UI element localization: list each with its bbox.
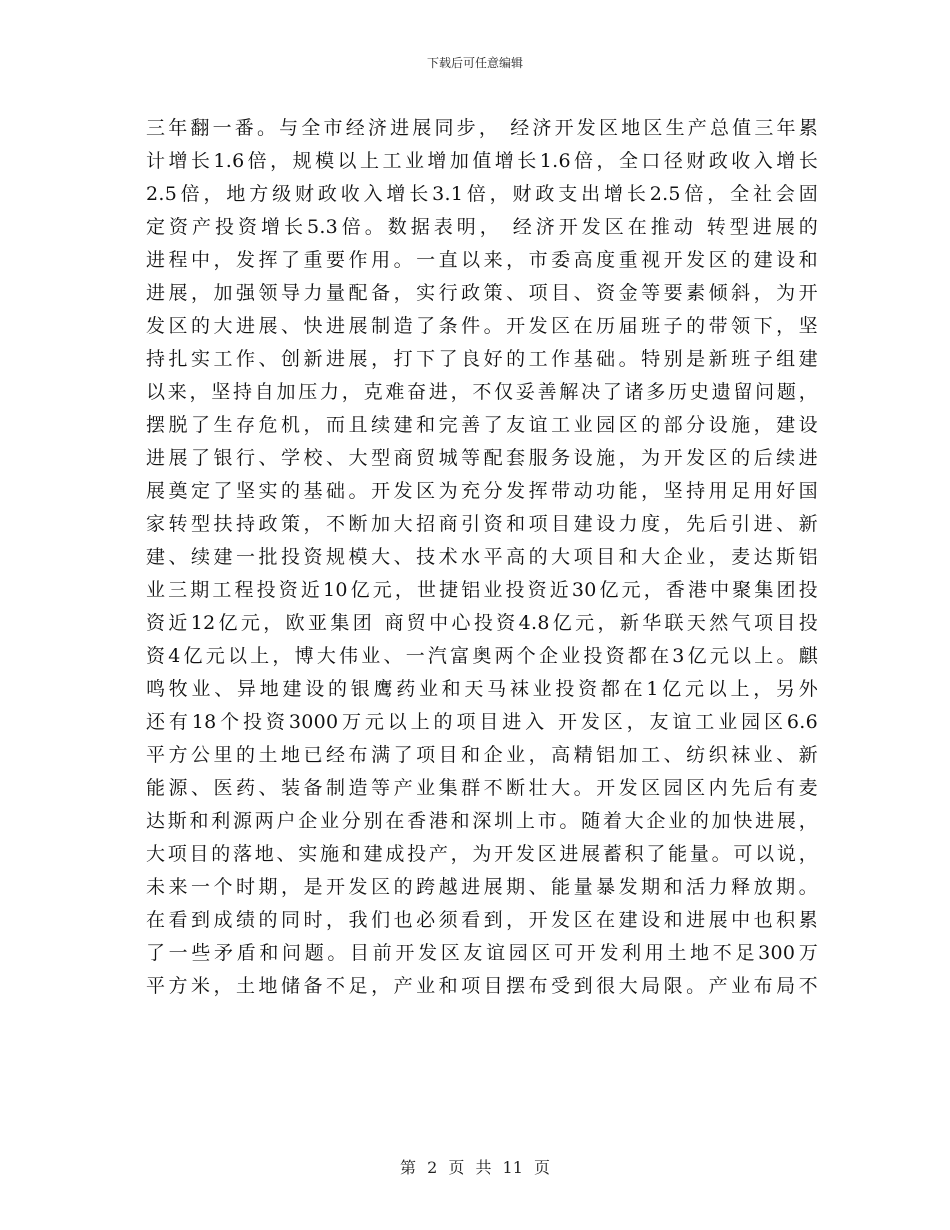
text-line: 发区的大进展、快进展制造了条件。开发区在历届班子的带领下，坚 bbox=[146, 315, 818, 337]
text-line: 定资产投资增长5.3倍。数据表明， 经济开发区在推动 转型进展的 bbox=[146, 216, 818, 238]
text-line: 三年翻一番。与全市经济进展同步， 经济开发区地区生产总值三年累 bbox=[146, 117, 818, 139]
text-line: 展奠定了坚实的基础。开发区为充分发挥带动功能，坚持用足用好国 bbox=[146, 480, 818, 502]
body-text bbox=[146, 112, 818, 1003]
page-header: 下载后可任意编辑 bbox=[426, 56, 523, 70]
text-line: 计增长1.6倍，规模以上工业增加值增长1.6倍，全口径财政收入增长 bbox=[146, 150, 818, 172]
text-line: 以来，坚持自加压力，克难奋进，不仅妥善解决了诸多历史遗留问题， bbox=[146, 381, 818, 403]
text-line: 资近12亿元，欧亚集团 商贸中心投资4.8亿元，新华联天然气项目投 bbox=[146, 612, 818, 634]
text-line: 平方公里的土地已经布满了项目和企业，高精铝加工、纺织袜业、新 bbox=[146, 744, 818, 766]
text-line: 平方米，土地储备不足，产业和项目摆布受到很大局限。产业布局不 bbox=[146, 975, 818, 997]
text-line: 能源、医药、装备制造等产业集群不断壮大。开发区园区内先后有麦 bbox=[146, 777, 818, 799]
text-line: 2.5倍，地方级财政收入增长3.1倍，财政支出增长2.5倍，全社会固 bbox=[146, 183, 818, 205]
text-line: 家转型扶持政策，不断加大招商引资和项目建设力度，先后引进、新 bbox=[146, 513, 818, 535]
text-line: 了一些矛盾和问题。目前开发区友谊园区可开发利用土地不足300万 bbox=[146, 942, 818, 964]
text-line: 进程中，发挥了重要作用。一直以来，市委高度重视开发区的建设和 bbox=[146, 249, 818, 271]
text-line: 持扎实工作、创新进展，打下了良好的工作基础。特别是新班子组建 bbox=[146, 348, 818, 370]
text-line: 业三期工程投资近10亿元，世捷铝业投资近30亿元，香港中聚集团投 bbox=[146, 579, 818, 601]
text-line: 摆脱了生存危机，而且续建和完善了友谊工业园区的部分设施，建设 bbox=[146, 414, 818, 436]
text-line: 建、续建一批投资规模大、技术水平高的大项目和大企业，麦达斯铝 bbox=[146, 546, 818, 568]
page-footer: 第 2 页 共 11 页 bbox=[400, 1158, 550, 1177]
text-line: 在看到成绩的同时，我们也必须看到，开发区在建设和进展中也积累 bbox=[146, 909, 818, 931]
text-line: 未来一个时期，是开发区的跨越进展期、能量暴发期和活力释放期。 bbox=[146, 876, 818, 898]
text-line: 大项目的落地、实施和建成投产，为开发区进展蓄积了能量。可以说， bbox=[146, 843, 818, 865]
text-line: 进展，加强领导力量配备，实行政策、项目、资金等要素倾斜，为开 bbox=[146, 282, 818, 304]
text-line: 鸣牧业、异地建设的银鹰药业和天马袜业投资都在1亿元以上，另外 bbox=[146, 678, 818, 700]
text-line: 资4亿元以上，博大伟业、一汽富奥两个企业投资都在3亿元以上。麒 bbox=[146, 645, 818, 667]
text-line: 达斯和利源两户企业分别在香港和深圳上市。随着大企业的加快进展， bbox=[146, 810, 818, 832]
text-line: 进展了银行、学校、大型商贸城等配套服务设施，为开发区的后续进 bbox=[146, 447, 818, 469]
text-line: 还有18个投资3000万元以上的项目进入 开发区，友谊工业园区6.6 bbox=[146, 711, 818, 733]
